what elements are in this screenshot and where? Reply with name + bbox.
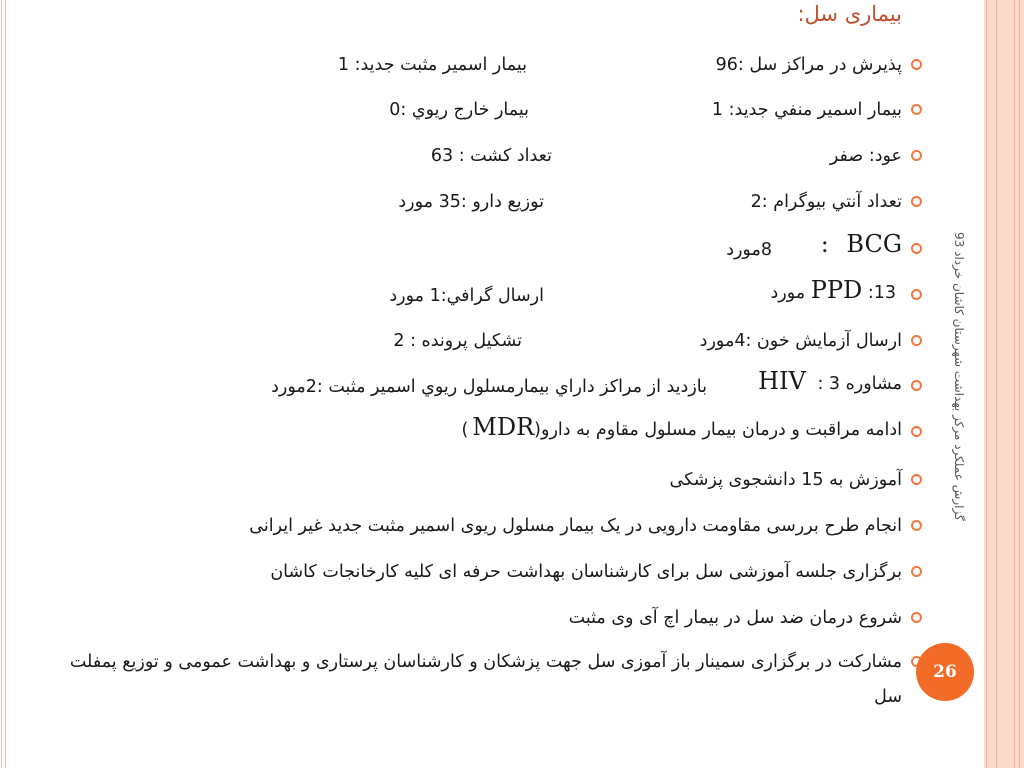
item-text-close: ): [461, 420, 469, 440]
bullet-icon: [911, 566, 922, 577]
left-edge-line: [1, 0, 2, 768]
item-text-second: تعداد کشت : 63: [430, 146, 552, 166]
list-item: [461, 414, 902, 443]
item-text: تعداد آنتي بیوگرام :2: [750, 192, 902, 212]
slide-title: بیماری سل:: [797, 2, 902, 26]
item-text-value: :13 مورد: [770, 283, 896, 303]
item-text: برگزاری جلسه آموزشی سل برای کارشناسان بهداشت حرفه ای کلیه کارخانجات کاشان: [270, 562, 902, 582]
side-caption: گزارش عملکرد مرکز بهداشت شهرستان کاشان خرداد 93: [952, 232, 966, 521]
bullet-icon: [911, 150, 922, 161]
side-stripe-line: [1014, 0, 1015, 768]
list-item: [270, 559, 902, 585]
item-text: عود: صفر: [829, 146, 902, 166]
bullet-icon: [911, 380, 922, 391]
item-text: بیمار اسمیر منفي جدید: 1: [711, 100, 902, 120]
item-text-second: تشکیل پرونده : 2: [393, 331, 522, 351]
bullet-icon: [911, 474, 922, 485]
item-text-mdr: MDR: [472, 413, 535, 441]
item-text: پذیرش در مراکز سل :96: [715, 55, 902, 75]
list-item: [337, 52, 902, 78]
bullet-icon: [911, 289, 922, 300]
item-text-second: 8مورد: [726, 240, 772, 260]
item-text-value: : 3: [817, 374, 841, 394]
item-text-second: بیمار اسمیر مثبت جدید: 1: [337, 55, 527, 75]
side-stripe-line: [996, 0, 997, 768]
list-item: [430, 143, 902, 169]
side-stripe-line: [1019, 0, 1020, 768]
left-edge-line: [5, 0, 6, 768]
bullet-icon: [911, 243, 922, 254]
list-item: [670, 467, 903, 493]
item-text-second: توزیع دارو :35 مورد: [398, 192, 544, 212]
item-text: انجام طرح بررسی مقاومت دارویی در یک بیمار مسلول ریوی اسمیر مثبت جدید غیر ایرانی: [249, 516, 902, 536]
item-text: BCG: [846, 230, 902, 258]
bullet-icon: [911, 520, 922, 531]
item-text: مشاوره: [845, 374, 902, 394]
list-item: [389, 276, 902, 306]
bullet-icon: [911, 426, 922, 437]
item-text: شروع درمان ضد سل در بیمار اچ آی وی مثبت: [568, 608, 902, 628]
item-text-second: ارسال گرافي:1 مورد: [389, 286, 544, 306]
side-stripe-band: [984, 0, 1024, 768]
item-text: ادامه مراقبت و درمان بیمار مسلول مقاوم به دارو(: [534, 420, 902, 440]
list-item: [393, 328, 902, 354]
page-number-badge: 26: [916, 643, 974, 701]
list-item: [569, 605, 902, 631]
list-item: [398, 189, 902, 215]
bullet-icon: [911, 335, 922, 346]
list-item: [726, 230, 902, 260]
bullet-icon: [911, 612, 922, 623]
item-text-hiv: HIV: [758, 367, 806, 395]
side-stripe-line: [986, 0, 987, 768]
item-text: PPD: [810, 276, 863, 304]
list-item: [42, 645, 902, 715]
list-item: [389, 97, 902, 123]
item-text-second: بیمار خارج ریوي :0: [389, 100, 529, 120]
item-text-colon: :: [820, 230, 829, 258]
list-item: [249, 513, 902, 539]
item-text: آموزش به 15 دانشجوی پزشکی: [669, 470, 902, 490]
item-text: مشارکت در برگزاری سمینار باز آموزی سل جهت پزشکان و کارشناسان پرستاری و بهداشت عمومی و توزیع پمفلت سل: [69, 652, 902, 707]
bullet-icon: [911, 59, 922, 70]
list-item: [271, 367, 902, 397]
bullet-icon: [911, 196, 922, 207]
item-text-second: بازدید از مراکز داراي بیمارمسلول ریوي اسمیر مثبت :2مورد: [271, 377, 707, 397]
bullet-icon: [911, 104, 922, 115]
item-text: ارسال آزمایش خون :4مورد: [699, 331, 902, 351]
